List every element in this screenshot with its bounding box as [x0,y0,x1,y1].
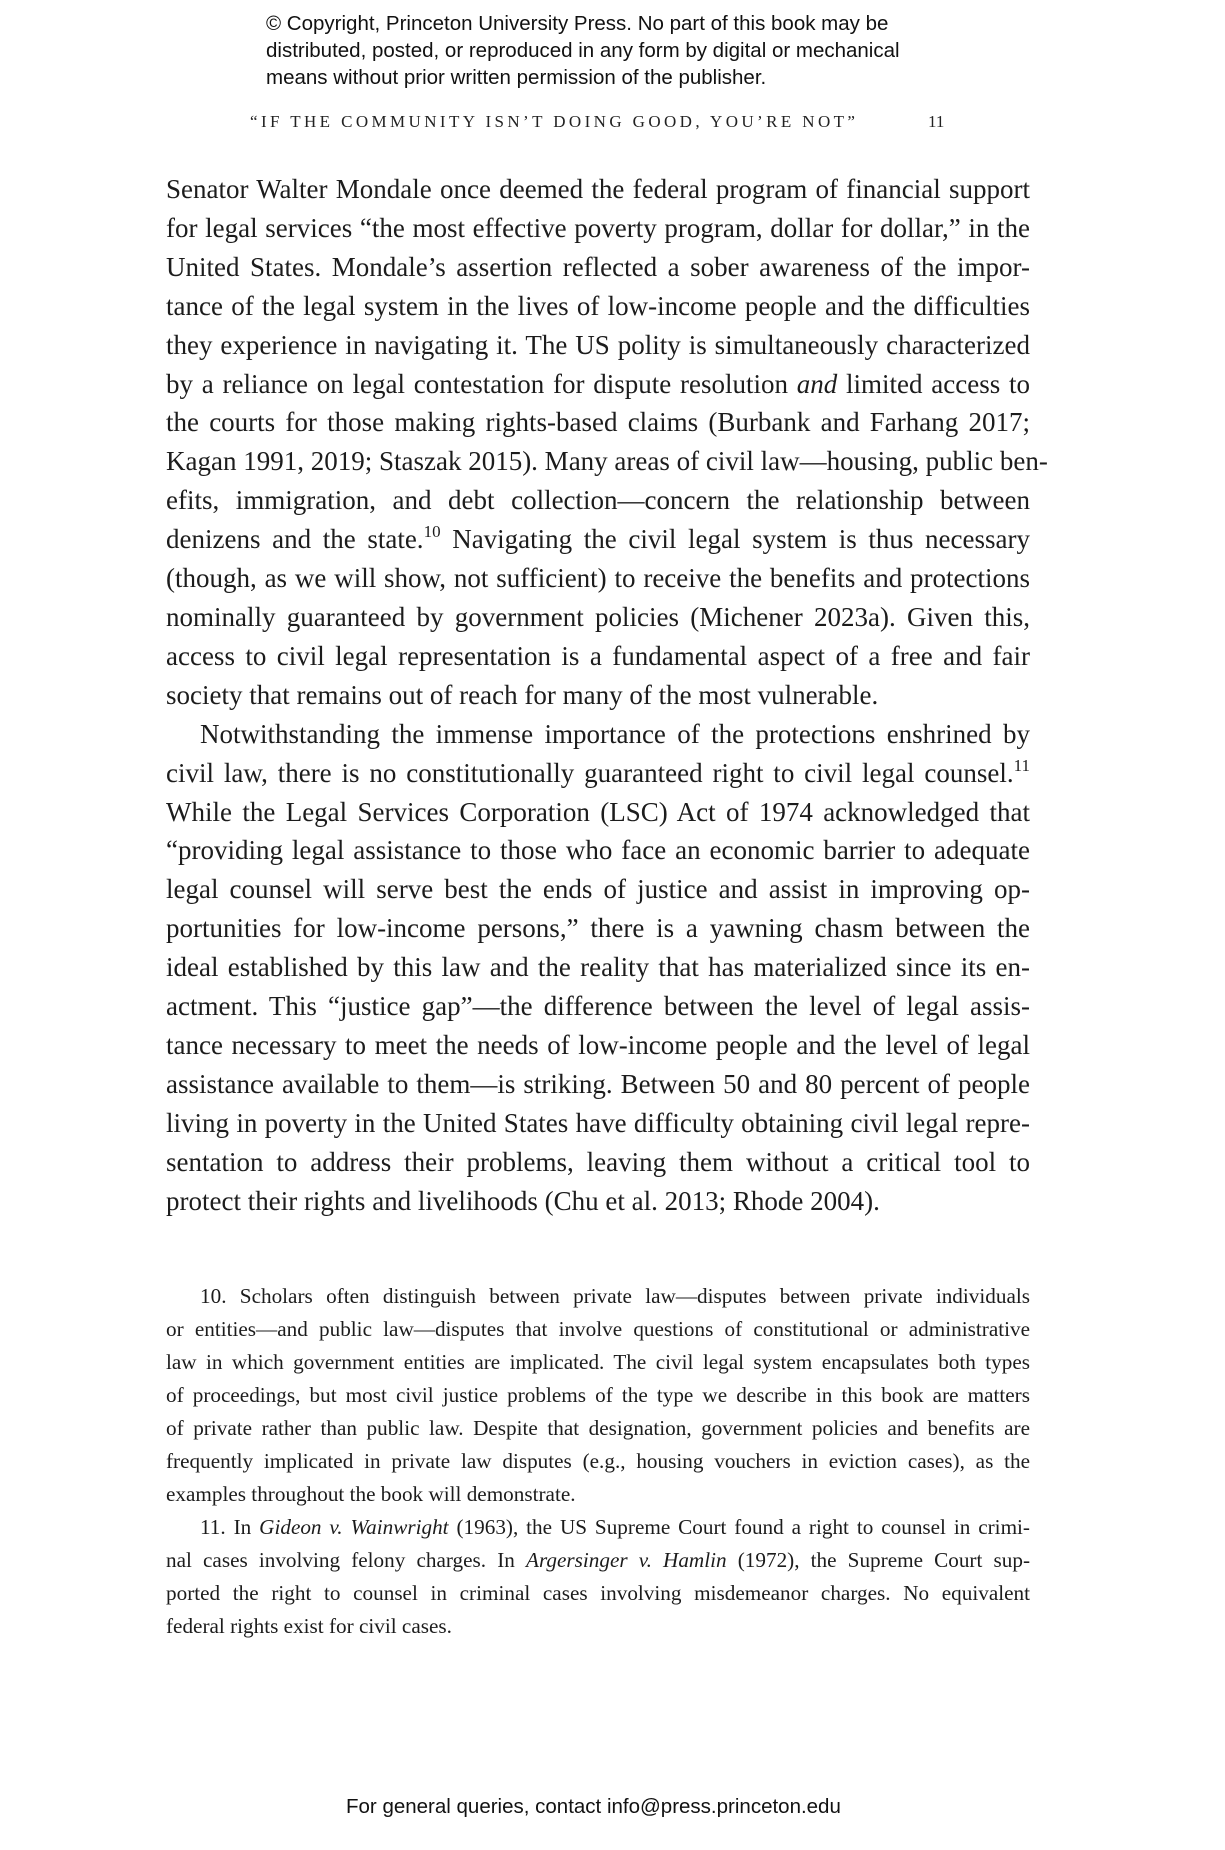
footnote-11-line [166,1544,1030,1577]
case-name-argersinger: Argersinger v. Hamlin [526,1548,727,1572]
footnote-10-line: of private rather than public law. Despite that designation, government policies and benefits are [166,1416,1030,1440]
body-line: Notwithstanding the immense importance of the protections enshrined by [200,718,1030,749]
footnote-segment: nal cases involving felony charges. In [166,1548,527,1572]
body-text-segment: civil law, there is no constitutionally guaranteed right to civil legal counsel. [166,757,1014,788]
body-line: they experience in navigating it. The US polity is simultaneously characterized [166,329,1030,360]
copyright-line: means without prior written permission of the publisher. [266,66,767,89]
note-ref-10[interactable]: 10 [423,522,441,542]
body-text-segment: by a reliance on legal contestation for dispute resolution [166,368,797,399]
footnote-10-line: frequently implicated in private law disputes (e.g., housing vouchers in eviction cases), as the [166,1449,1030,1473]
body-line: United States. Mondale’s assertion reflected a sober awareness of the impor- [166,251,1030,282]
body-line: ideal established by this law and the reality that has materialized since its en- [166,952,1030,983]
body-line: actment. This “justice gap”—the difference between the level of legal assis- [166,991,1030,1022]
body-line: living in poverty in the United States have difficulty obtaining civil legal repre- [166,1107,1030,1138]
footnote-10-line: law in which government entities are implicated. The civil legal system encapsulates both types [166,1350,1030,1374]
footnote-11-line: ported the right to counsel in criminal cases involving misdemeanor charges. No equivalent [166,1581,1030,1605]
page-number: 11 [928,112,945,131]
body-text [166,170,1048,1220]
footnotes [166,1280,1030,1643]
body-line: portunities for low-income persons,” there is a yawning chasm between the [166,913,1030,944]
body-line [166,754,1030,793]
case-name-gideon: Gideon v. Wainwright [259,1515,449,1539]
copyright-line: © Copyright, Princeton University Press. No part of this book may be [266,12,889,35]
body-line: the courts for those making rights-based claims (Burbank and Farhang 2017; [166,407,1030,438]
body-line: Senator Walter Mondale once deemed the federal program of financial support [166,174,1030,204]
body-line [166,365,1030,404]
body-line: nominally guaranteed by government policies (Michener 2023a). Given this, [166,601,1030,632]
footnote-11-line [166,1511,1030,1544]
body-text-segment: denizens and the state. [166,524,424,555]
body-line: for legal services “the most effective poverty program, dollar for dollar,” in the [166,212,1030,243]
body-line: society that remains out of reach for many of the most vulnerable. [166,679,879,710]
footnote-segment: 11. In [200,1515,260,1539]
body-line: tance necessary to meet the needs of low-income people and the level of legal [166,1029,1030,1060]
footnote-segment: (1972), the Supreme Court sup- [726,1548,1030,1572]
note-ref-11[interactable]: 11 [1013,755,1030,775]
body-line: legal counsel will serve best the ends of justice and assist in improving op- [166,874,1030,905]
body-line [166,520,1030,559]
footnote-10-line: of proceedings, but most civil justice problems of the type we describe in this book are matters [166,1383,1030,1407]
emphasis-and: and [796,368,838,399]
body-line: access to civil legal representation is a fundamental aspect of a free and fair [166,640,1030,671]
body-line: tance of the legal system in the lives of low-income people and the difficulties [166,290,1030,321]
footnote-10-line: examples throughout the book will demonstrate. [166,1482,576,1506]
copyright-notice [266,10,1026,91]
footnote-10-line: or entities—and public law—disputes that involve questions of constitutional or administrative [166,1317,1030,1341]
footnote-10-line: 10. Scholars often distinguish between private law—disputes between private individuals [200,1284,1030,1308]
body-line: While the Legal Services Corporation (LSC) Act of 1974 acknowledged that [166,796,1030,827]
body-line: protect their rights and livelihoods (Chu et al. 2013; Rhode 2004). [166,1185,880,1216]
body-line: sentation to address their problems, leaving them without a critical tool to [166,1146,1030,1177]
body-line: (though, as we will show, not sufficient) to receive the benefits and protections [166,563,1030,594]
body-line: efits, immigration, and debt collection—concern the relationship between [166,485,1030,516]
copyright-line: distributed, posted, or reproduced in any form by digital or mechanical [266,39,900,62]
body-line: Kagan 1991, 2019; Staszak 2015). Many areas of civil law—housing, public ben- [166,446,1048,477]
running-head: “IF THE COMMUNITY ISN’T DOING GOOD, YOU’RE NOT” [250,112,859,131]
body-text-segment: limited access to [837,368,1031,399]
footer-contact: For general queries, contact info@press.princeton.edu [346,1795,841,1818]
body-line: assistance available to them—is striking. Between 50 and 80 percent of people [166,1068,1030,1099]
body-line: “providing legal assistance to those who face an economic barrier to adequate [166,835,1030,866]
footnote-11-line: federal rights exist for civil cases. [166,1614,452,1638]
body-text-segment: Navigating the civil legal system is thus necessary [440,524,1030,555]
footnote-segment: (1963), the US Supreme Court found a right to counsel in crimi- [448,1515,1030,1539]
